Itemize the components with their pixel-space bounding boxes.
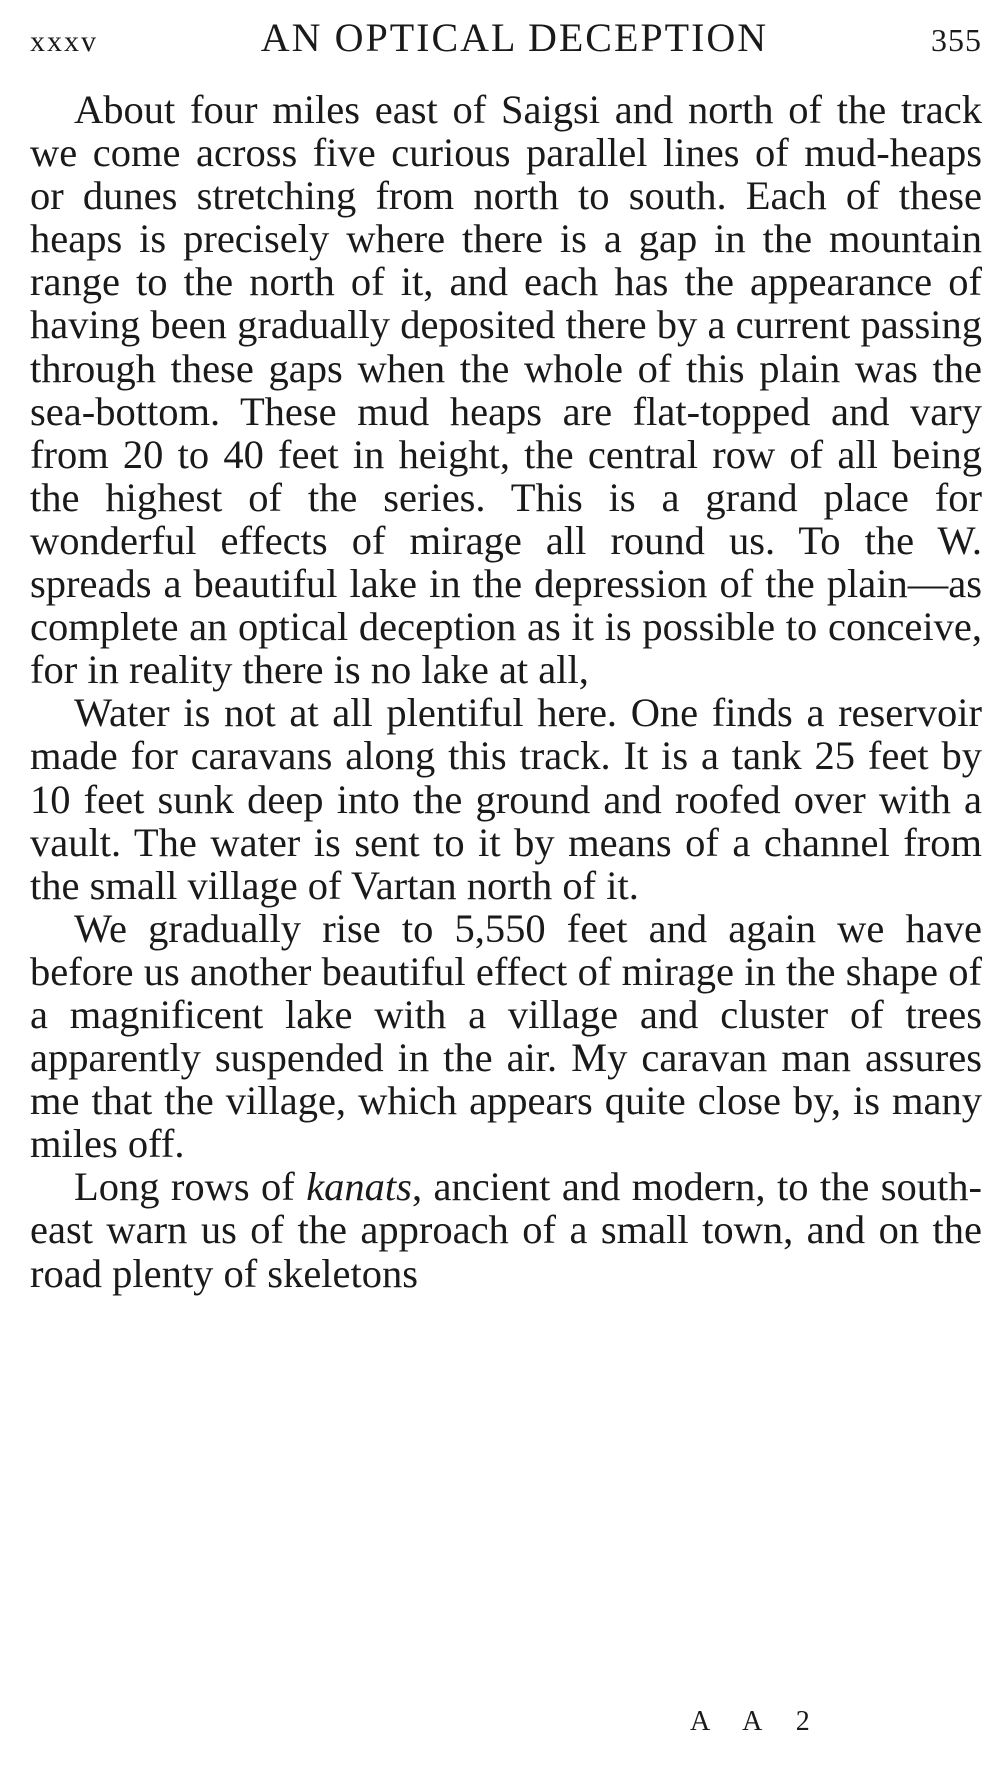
paragraph-2: Water is not at all plentiful here. One finds a reservoir made for caravans along this track. It is a tank 25 feet by 10 feet sunk deep into the ground and roofed over with a vault. The water is sent to it by means of a channel from the small village of Vartan north of it. bbox=[30, 690, 982, 908]
running-title: AN OPTICAL DECEPTION bbox=[260, 15, 769, 60]
paragraph-1: About four miles east of Saigsi and north of the track we come across five curious parallel lines of mud-heaps or dunes stretching from north to south. Each of these heaps is precisely where there is a gap in the mountain range to the north of it, and each has the appearance of having been gradually deposited there by a current passing through these gaps when the whole of this plain was the sea-bottom. These mud heaps are flat-topped and vary from 20 to 40 feet in height, the central row of all being the highest of the series. This is a grand place for wonderful effects of mirage all round us. To the W. spreads a beautiful lake in the depression of the plain—as complete an optical deception as it is possible to conceive, for in reality there is no lake at all, bbox=[30, 87, 982, 693]
paragraph-3: We gradually rise to 5,550 feet and again we have before us another beautiful effect of mirage in the shape of a magnificent lake with a village and cluster of trees apparently suspended in the air. My caravan man assures me that the village, which appears quite close by, is many miles off. bbox=[30, 905, 982, 1167]
chapter-number: xxxv bbox=[30, 25, 98, 58]
paragraph-4-after: , ancient and modern, to the south-east warn us of the approach of a small town, and on the road plenty of skeletons bbox=[30, 1164, 982, 1296]
signature-mark: A A 2 bbox=[690, 1706, 824, 1737]
paragraph-4 bbox=[30, 1165, 982, 1294]
kanats-italic: kanats bbox=[306, 1164, 412, 1210]
running-header bbox=[30, 14, 982, 64]
paragraph-4-before: Long rows of bbox=[74, 1164, 307, 1210]
page-number: 355 bbox=[930, 22, 982, 58]
body-text bbox=[30, 88, 982, 1295]
